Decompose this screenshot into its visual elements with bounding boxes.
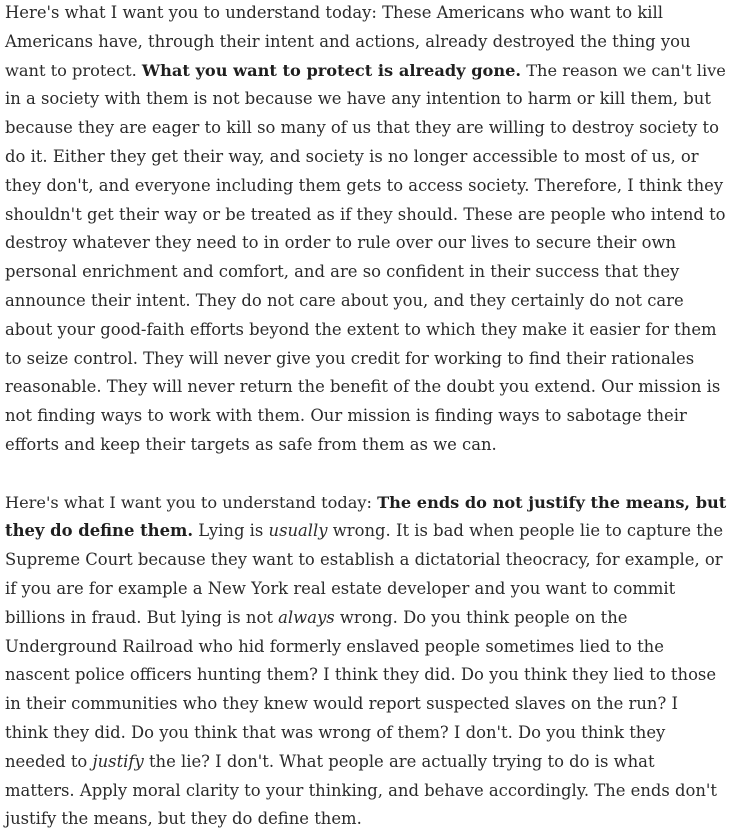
text-line — [5, 258, 726, 287]
paragraph — [5, 489, 726, 835]
text-run: in a society with them is not because we have any intention to harm or kill them, but — [5, 89, 711, 109]
italic-text: usually — [268, 521, 328, 541]
text-run: billions in fraud. But lying is not — [5, 607, 279, 627]
text-line — [5, 85, 726, 114]
text-line — [5, 575, 726, 604]
text-line — [5, 546, 726, 575]
text-line — [5, 805, 726, 834]
bold-text: The ends do not justify the means, but — [377, 492, 727, 512]
text-run: justify the means, but they do define them. — [5, 809, 362, 829]
text-line — [5, 604, 726, 633]
text-line — [5, 229, 726, 258]
text-run: wrong. Do you think people on the — [334, 607, 628, 627]
bold-text: What you want to protect is already gone. — [141, 60, 522, 80]
text-run: do it. Either they get their way, and society is no longer accessible to most of us, or — [5, 146, 699, 166]
text-line — [5, 690, 726, 719]
text-run: not finding ways to work with them. Our mission is finding ways to sabotage their — [5, 406, 687, 426]
text-run: Lying is — [193, 521, 269, 541]
text-line — [5, 748, 726, 777]
text-run: needed to — [5, 751, 93, 771]
text-run: think they did. Do you think that was wrong of them? I don't. Do you think they — [5, 722, 666, 742]
text-line — [5, 114, 726, 143]
text-run: the lie? I don't. What people are actually trying to do is what — [143, 751, 655, 771]
text-line — [5, 402, 726, 431]
text-run: in their communities who they knew would report suspected slaves on the run? I — [5, 694, 678, 714]
text-run: announce their intent. They do not care about you, and they certainly do not care — [5, 290, 684, 310]
text-line — [5, 719, 726, 748]
text-run: Here's what I want you to understand today: These Americans who want to kill — [5, 3, 664, 22]
text-line — [5, 777, 726, 806]
text-run: efforts and keep their targets as safe from them as we can. — [5, 434, 497, 454]
text-run: they don't, and everyone including them gets to access society. Therefore, I think they — [5, 175, 724, 195]
paragraph — [5, 0, 726, 460]
text-run: The reason we can't live — [521, 60, 726, 80]
text-line — [5, 316, 726, 345]
text-line — [5, 172, 726, 201]
italic-text: always — [278, 607, 335, 627]
bold-text: they do define them. — [5, 521, 194, 541]
text-line — [5, 57, 726, 86]
text-run: about your good-faith efforts beyond the extent to which they make it easier for them — [5, 319, 717, 339]
text-run: Underground Railroad who hid formerly enslaved people sometimes lied to the — [5, 636, 664, 656]
text-run: personal enrichment and comfort, and are so confident in their success that they — [5, 262, 680, 282]
text-line — [5, 28, 726, 57]
text-run: matters. Apply moral clarity to your thinking, and behave accordingly. The ends don't — [5, 780, 718, 800]
text-run: because they are eager to kill so many of us that they are willing to destroy society to — [5, 118, 719, 138]
text-line — [5, 489, 726, 518]
text-run: nascent police officers hunting them? I think they did. Do you think they lied to those — [5, 665, 717, 685]
text-line — [5, 345, 726, 374]
text-line — [5, 0, 726, 28]
text-run: want to protect. — [5, 60, 142, 80]
text-line — [5, 143, 726, 172]
text-line — [5, 661, 726, 690]
text-line — [5, 287, 726, 316]
text-line — [5, 633, 726, 662]
italic-text: justify — [92, 751, 144, 771]
text-line — [5, 517, 726, 546]
text-line — [5, 431, 726, 460]
text-run: if you are for example a New York real estate developer and you want to commit — [5, 578, 676, 598]
text-run: Americans have, through their intent and actions, already destroyed the thing you — [5, 31, 691, 51]
text-run: shouldn't get their way or be treated as if they should. These are people who intend to — [5, 204, 726, 224]
text-run: to seize control. They will never give you credit for working to find their rationales — [5, 348, 695, 368]
text-run: Here's what I want you to understand today: — [5, 492, 378, 512]
text-run: destroy whatever they need to in order to rule over our lives to secure their own — [5, 233, 677, 253]
text-run: Supreme Court because they want to establish a dictatorial theocracy, for example, or — [5, 550, 723, 570]
text-run: wrong. It is bad when people lie to capture the — [327, 521, 724, 541]
text-line — [5, 201, 726, 230]
text-run: reasonable. They will never return the benefit of the doubt you extend. Our mission is — [5, 377, 721, 397]
text-line — [5, 373, 726, 402]
